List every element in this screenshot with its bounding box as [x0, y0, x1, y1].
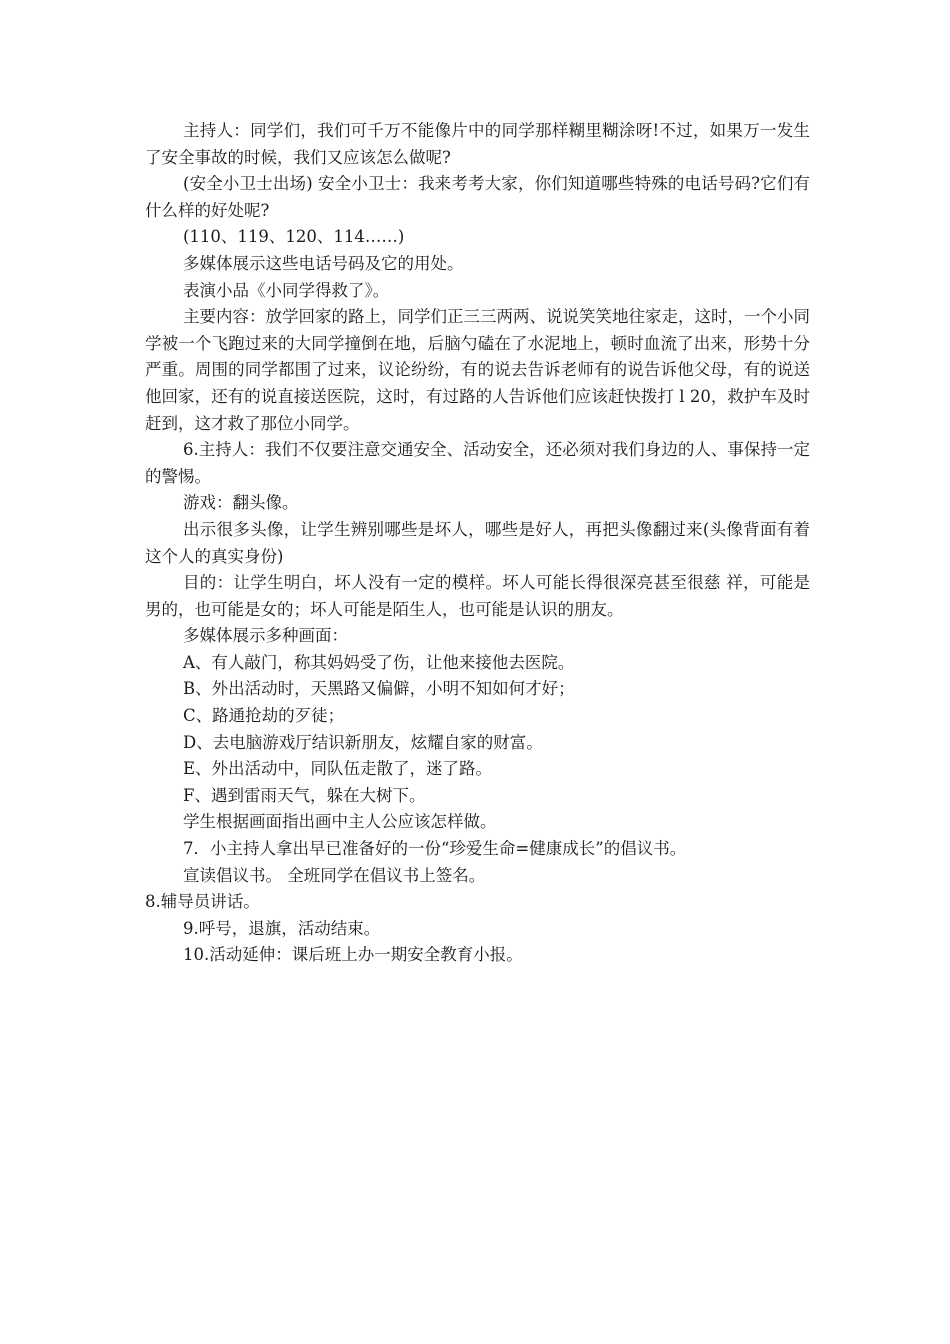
paragraph-students-answer: 学生根据画面指出画中主人公应该怎样做。	[183, 812, 497, 832]
document-body	[145, 118, 810, 969]
paragraph-game: 游戏：翻头像。	[183, 493, 299, 513]
paragraph-host-6: 6.主持人：我们不仅要注意交通安全、活动安全，还必须对我们身边的人、事保持一定的警惕。	[145, 440, 810, 486]
list-item-f: F、遇到雷雨天气，躲在大树下。	[183, 785, 426, 805]
paragraph-purpose: 目的：让学生明白，坏人没有一定的模样。坏人可能长得很深亮甚至很慈 祥，可能是男的，也可能是女的；坏人可能是陌生人，也可能是认识的朋友。	[145, 573, 810, 619]
list-item-c: C、路通抢劫的歹徒；	[183, 706, 345, 726]
paragraph-step-10: 10.活动延伸：课后班上办一期安全教育小报。	[183, 945, 523, 965]
paragraph-safety-guard: (安全小卫士出场) 安全小卫士：我来考考大家，你们知道哪些特殊的电话号码?它们有什么样的好处呢?	[145, 174, 810, 220]
paragraph-skit-title: 表演小品《小同学得救了》。	[183, 280, 390, 300]
paragraph-multimedia-scenes: 多媒体展示多种画面：	[183, 626, 348, 646]
paragraph-step-8: 8.辅导员讲话。	[145, 892, 260, 912]
list-item-b: B、外出活动时，天黑路又偏僻，小明不知如何才好；	[183, 679, 575, 699]
paragraph-host-question: 主持人：同学们，我们可千万不能像片中的同学那样糊里糊涂呀!不过，如果万一发生了安全事故的时候，我们又应该怎么做呢?	[145, 121, 810, 167]
paragraph-show-portraits: 出示很多头像，让学生辨别哪些是坏人，哪些是好人，再把头像翻过来(头像背面有着这个人的真实身份)	[145, 519, 810, 566]
list-item-a: A、有人敲门，称其妈妈受了伤，让他来接他去医院。	[183, 652, 575, 672]
list-item-e: E、外出活动中，同队伍走散了，迷了路。	[183, 759, 493, 779]
paragraph-step-7: 7．小主持人拿出早已准备好的一份“珍爱生命=健康成长”的倡议书。	[183, 839, 687, 859]
list-item-d: D、去电脑游戏厅结识新朋友，炫耀自家的财富。	[183, 732, 543, 752]
paragraph-phone-numbers: (110、119、120、114……)	[183, 227, 405, 247]
paragraph-read-proposal: 宣读倡议书。 全班同学在倡议书上签名。	[183, 865, 486, 885]
paragraph-step-9: 9.呼号，退旗，活动结束。	[183, 918, 381, 938]
paragraph-multimedia-numbers: 多媒体展示这些电话号码及它的用处。	[183, 253, 464, 273]
paragraph-skit-content: 主要内容：放学回家的路上，同学们正三三两两、说说笑笑地往家走，这时，一个小同学被一个飞跑过来的大同学撞倒在地，后脑勺磕在了水泥地上，顿时血流了出来，形势十分严重。周围的同学都围了过来，议论纷纷，有的说去告诉老师有的说告诉他父母，有的说送他回家，还有的说直接送医院，这时，有过路的人告诉他们应该赶快拨打 l 20，救护车及时赶到，这才救了那位小同学。	[145, 307, 810, 433]
